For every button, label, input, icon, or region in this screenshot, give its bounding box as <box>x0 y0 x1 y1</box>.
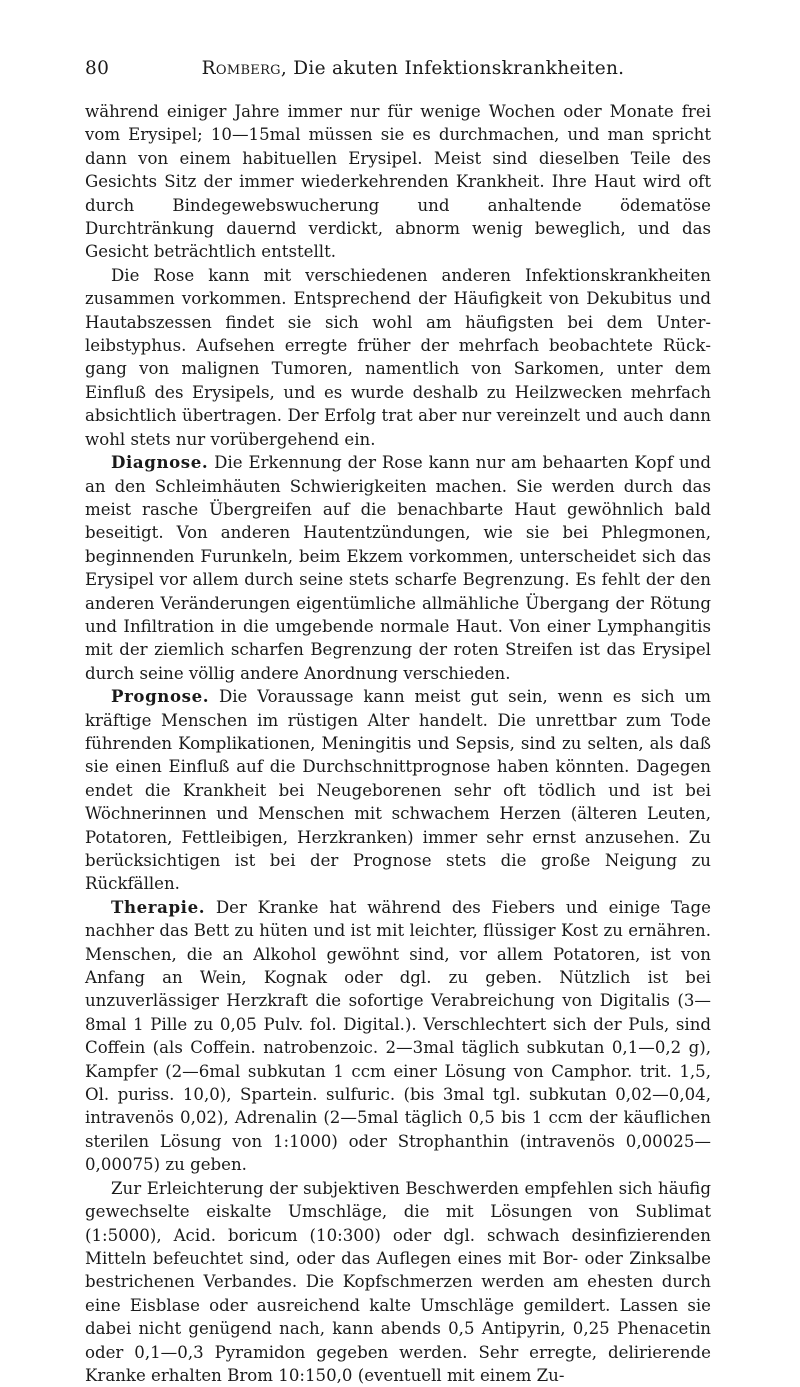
book-page <box>85 58 711 1387</box>
paragraph-prognose <box>85 685 711 896</box>
paragraph-therapie <box>85 896 711 1177</box>
running-head-author: Romberg, <box>201 58 288 79</box>
heading-therapie: Therapie. <box>111 896 206 917</box>
paragraph-therapie-text: Der Kranke hat während des Fiebers und einige Tage nachher das Bett zu hüten und ist mit leichter, flüssiger Kost zu ernähren. Menschen, die an Alkohol gewöhnt sind, vor allem Potatoren, ist von Anfang an Wein, Kognak oder dgl. zu geben. Nützlich ist bei unzuverlässiger Herzkraft die sofortige Verabreichung von Digitalis (3—8mal 1 Pille zu 0,05 Pulv. fol. Digital.). Verschlechtert sich der Puls, sind Coffein (als Coffein. natrobenzoic. 2—3mal täglich subkutan 0,1—0,2 g), Kampfer (2—6mal subkutan 1 ccm einer Lösung von Camphor. trit. 1,5, Ol. puriss. 10,0), Spartein. sulfuric. (bis 3mal tgl. subkutan 0,02—0,04, intravenös 0,02), Adrenalin (2—5mal täglich 0,5 bis 1 ccm der käuflichen sterilen Lösung von 1:1000) oder Strophanthin (intravenös 0,00025—0,00075) zu geben. <box>85 897 712 1175</box>
paragraph-diagnose-text: Die Erkennung der Rose kann nur am behaarten Kopf und an den Schleimhäuten Schwierigkeiten machen. Sie werden durch das meist rasche Übergreifen auf die benachbarte Haut gewöhnlich bald beseitigt. Von anderen Hautentzündungen, wie sie bei Phlegmonen, beginnenden Furunkeln, beim Ekzem vorkommen, unterscheidet sich das Erysipel vor allem durch seine stets scharfe Begrenzung. Es fehlt der den anderen Veränderungen eigentümliche allmähliche Übergang der Rötung und Infiltration in die umgebende normale Haut. Von einer Lymphangitis mit der ziemlich scharfen Begrenzung der roten Streifen ist das Erysipel durch seine völlig andere Anordnung verschieden. <box>85 453 711 683</box>
paragraph-prognose-text: Die Voraussage kann meist gut sein, wenn es sich um kräftige Menschen im rüstigen Alter handelt. Die unrettbar zum Tode führenden Komplikationen, Meningitis und Sepsis, sind zu selten, als daß sie einen Einfluß auf die Durchschnittprognose haben könnten. Dagegen endet die Krankheit bei Neugeborenen sehr oft tödlich und ist bei Wöchnerinnen und Menschen mit schwachem Herzen (älteren Leuten, Potatoren, Fettleibigen, Herzkranken) immer sehr ernst anzusehen. Zu berücksichtigen ist bei der Prognose stets die große Neigung zu Rückfällen. <box>85 687 711 894</box>
paragraph-2-text: Die Rose kann mit verschiedenen anderen Infektionskrankheiten zusammen vorkommen. Entsprechend der Häufigkeit von Dekubitus und Hautabszessen findet sie sich wohl am häufigsten bei dem Unterleibstyphus. Aufsehen erregte früher der mehrfach beobachtete Rückgang von malignen Tumoren, namentlich von Sarkomen, unter dem Einfluß des Erysipels, und es wurde deshalb zu Heilzwecken mehrfach absichtlich übertragen. Der Erfolg trat aber nur vereinzelt und auch dann wohl stets nur vorübergehend ein. <box>85 265 711 449</box>
heading-prognose: Prognose. <box>111 686 210 707</box>
paragraph-2 <box>85 264 711 451</box>
paragraph-1 <box>85 100 711 264</box>
body-text <box>85 100 711 1387</box>
heading-diagnose: Diagnose. <box>111 452 209 473</box>
running-title <box>85 58 711 79</box>
paragraph-6 <box>85 1177 711 1387</box>
paragraph-6-text: Zur Erleichterung der subjektiven Beschwerden empfehlen sich häufig gewechselte eiskalte Umschläge, die mit Lösungen von Sublimat (1:5000), Acid. boricum (10:300) oder dgl. schwach desinfizierenden Mitteln befeuchtet sind, oder das Auflegen eines mit Bor- oder Zinksalbe bestrichenen Verbandes. Die Kopfschmerzen werden am ehesten durch eine Eisblase oder ausreichend kalte Umschläge gemildert. Lassen sie dabei nicht genügend nach, kann abends 0,5 Antipyrin, 0,25 Phenacetin oder 0,1—0,3 Pyramidon gegeben werden. Sehr erregte, delirierende Kranke erhalten Brom 10:150,0 (eventuell mit einem Zu- <box>85 1178 711 1385</box>
paragraph-1-text: während einiger Jahre immer nur für wenige Wochen oder Monate frei vom Erysipel; 10—15mal müssen sie es durchmachen, und man spricht dann von einem habituellen Erysipel. Meist sind dieselben Teile des Gesichts Sitz der immer wiederkehrenden Krankheit. Ihre Haut wird oft durch Bindegewebswucherung und anhaltende ödematöse Durchtränkung dauernd verdickt, abnorm wenig beweglich, und das Gesicht beträchtlich entstellt. <box>85 102 711 262</box>
running-head-title: Die akuten Infektionskrankheiten. <box>293 58 625 79</box>
page-number: 80 <box>85 58 110 79</box>
running-head <box>85 58 711 88</box>
paragraph-diagnose <box>85 451 711 685</box>
